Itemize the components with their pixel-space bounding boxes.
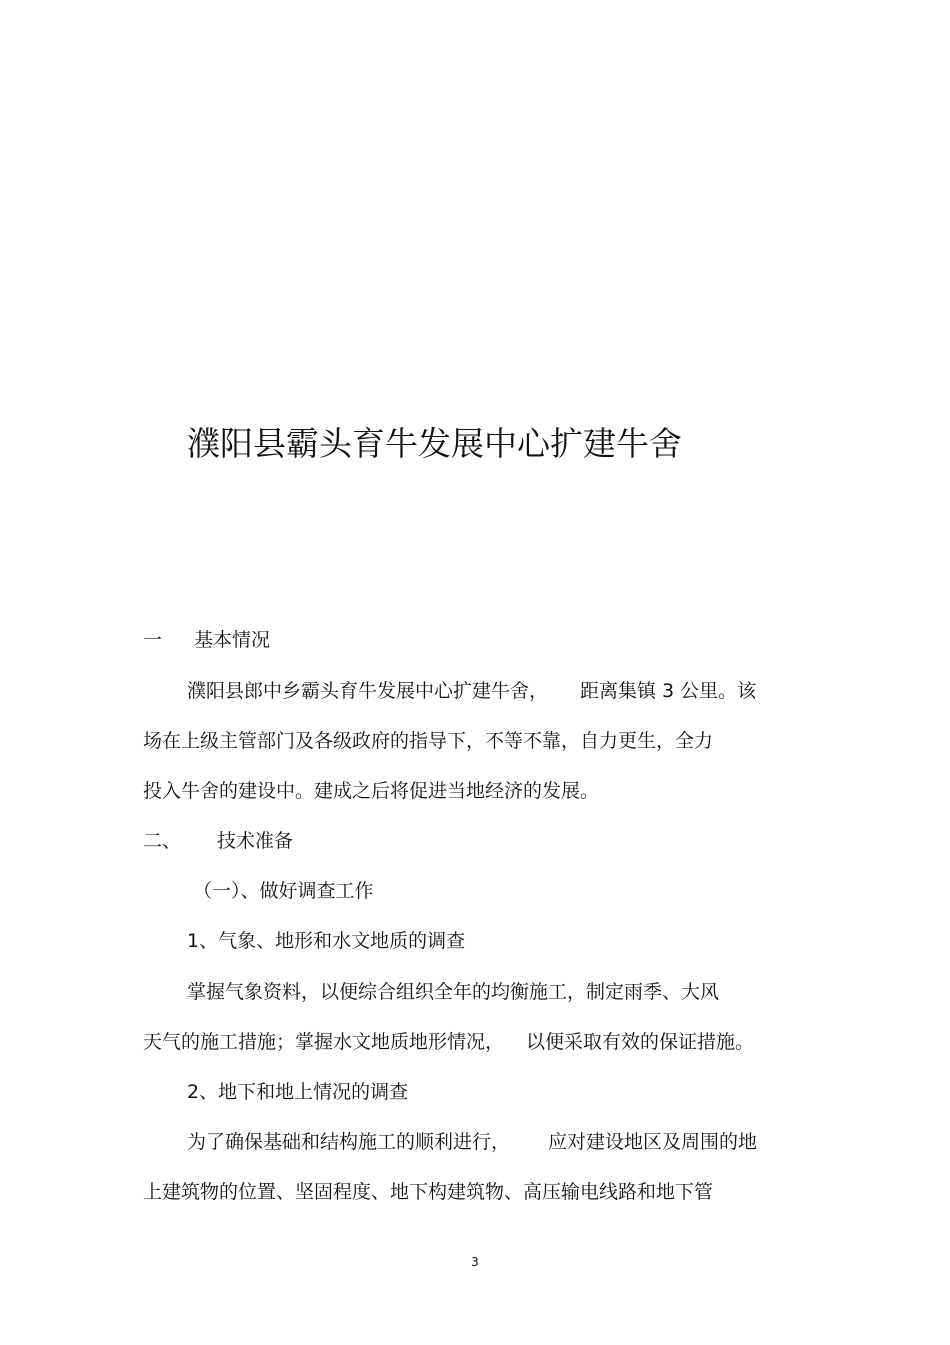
section-number-2: 二、 (143, 830, 182, 852)
section-title-2: 技术准备 (217, 830, 294, 852)
page-number: 3 (471, 1255, 479, 1269)
document-title: 濮阳县霸头育牛发展中心扩建牛舍 (187, 424, 682, 463)
paragraph-2-line-2 (143, 1029, 754, 1055)
paragraph-3-line-1-part-a: 为了确保基础和结构施工的顺利进行， (187, 1131, 511, 1153)
subsection-heading: （一）、做好调查工作 (193, 880, 374, 902)
item-1-heading: 1、气象、地形和水文地质的调查 (187, 930, 466, 952)
paragraph-2-line-1: 掌握气象资料，以便综合组织全年的均衡施工，制定雨季、大风 (187, 981, 720, 1003)
paragraph-3-line-1 (187, 1129, 757, 1155)
paragraph-1-line-1 (187, 678, 756, 704)
section-title-1: 基本情况 (194, 629, 271, 651)
paragraph-3-line-2: 上建筑物的位置、坚固程度、地下构建筑物、高压输电线路和地下管 (143, 1181, 714, 1203)
paragraph-3-line-1-part-b: 应对建设地区及周围的地 (548, 1131, 758, 1153)
paragraph-2-line-2-part-a: 天气的施工措施；掌握水文地质地形情况， (143, 1031, 505, 1053)
paragraph-2-line-2-part-b: 以便采取有效的保证措施。 (526, 1031, 755, 1053)
paragraph-1-line-1-part-a: 濮阳县郎中乡霸头育牛发展中心扩建牛舍， (187, 680, 549, 702)
paragraph-1-line-2: 场在上级主管部门及各级政府的指导下，不等不靠，自力更生，全力 (143, 730, 714, 752)
section-heading-1 (143, 627, 270, 653)
section-heading-2 (143, 828, 293, 854)
item-2-heading: 2、地下和地上情况的调查 (187, 1081, 409, 1103)
paragraph-1-line-3: 投入牛舍的建设中。建成之后将促进当地经济的发展。 (143, 780, 600, 802)
paragraph-1-line-1-part-b: 距离集镇 3 公里。该 (580, 680, 757, 702)
section-number-1: 一 (143, 629, 163, 651)
